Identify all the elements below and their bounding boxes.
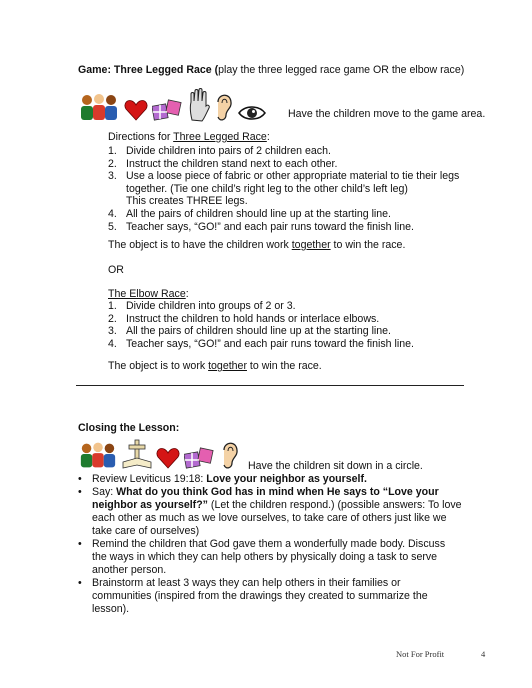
list-text: Instruct the children stand next to each other.	[126, 157, 338, 170]
closing-heading: Closing the Lesson:	[78, 422, 180, 434]
list-item	[108, 313, 488, 326]
body-text: Remind the children that God gave them a wonderfully made body. Discuss the ways in which they can help others by physically doing a task to serve another person.	[92, 538, 446, 576]
page-number: 4	[481, 649, 486, 659]
list-item	[78, 577, 462, 616]
list-item	[108, 170, 488, 183]
list-text: Teacher says, “GO!” and each pair runs toward the finish line.	[126, 337, 414, 350]
list-number: 1.	[108, 145, 117, 157]
list-item	[108, 208, 488, 221]
bullet-icon: •	[78, 486, 82, 498]
heart-icon	[156, 446, 180, 470]
list-number: 5.	[108, 220, 117, 233]
list-item	[108, 183, 488, 196]
eye-icon	[238, 104, 266, 122]
list-item	[108, 300, 488, 313]
gift-boxes-icon	[152, 96, 184, 122]
bold-text: Love your neighbor as yourself.	[206, 473, 367, 485]
list-text: This creates THREE legs.	[126, 195, 248, 208]
list-item	[108, 195, 488, 208]
list-item	[108, 145, 488, 158]
list-text: Teacher says, “GO!” and each pair runs toward the finish line.	[126, 220, 414, 233]
hand-icon	[188, 88, 210, 122]
section-divider	[76, 385, 464, 386]
ear-icon	[220, 440, 240, 470]
list-item	[78, 473, 462, 486]
list-text: together. (Tie one child’s right leg to the other child’s left leg)	[126, 182, 408, 195]
children-group-icon	[78, 440, 118, 470]
footer-label: Not For Profit	[396, 649, 445, 659]
bullet-icon: •	[78, 538, 82, 550]
list-text: All the pairs of children should line up at the starting line.	[126, 325, 391, 338]
game-icon-row	[78, 84, 266, 122]
bible-cross-icon	[122, 438, 152, 470]
list-text: Instruct the children to hold hands or interlace elbows.	[126, 312, 380, 325]
list-item	[78, 538, 462, 577]
list-number: 2.	[108, 312, 117, 325]
bullet-icon: •	[78, 473, 82, 485]
tlr-steps-list	[108, 145, 488, 233]
body-text: Say:	[92, 486, 117, 498]
list-text: Divide children into pairs of 2 children each.	[126, 145, 331, 157]
body-text: Review Leviticus 19:18:	[92, 473, 207, 485]
object-sentence-1: The object is to have the children work together to win the race.	[108, 239, 406, 251]
closing-bullet-list	[78, 473, 462, 616]
body-text: (Let the children respond.) (possible answers: To love each other as much as we love ourselves, to take care of others just like we take care of ourselves)	[92, 499, 462, 537]
list-item	[108, 158, 488, 171]
list-number: 4.	[108, 207, 117, 220]
gift-boxes-icon	[184, 444, 216, 470]
list-text: Use a loose piece of fabric or other appropriate material to tie their legs	[126, 170, 460, 183]
game-heading: Game: Three Legged Race (play the three legged race game OR the elbow race)	[78, 64, 465, 76]
list-item	[108, 221, 488, 234]
list-number: 2.	[108, 157, 117, 170]
bullet-icon: •	[78, 577, 82, 589]
children-group-icon	[78, 92, 120, 122]
elbow-steps-list	[108, 300, 488, 350]
list-item	[78, 486, 462, 538]
list-number: 3.	[108, 325, 117, 338]
list-number: 3.	[108, 170, 117, 183]
list-text: All the pairs of children should line up at the starting line.	[126, 207, 391, 220]
list-item	[108, 325, 488, 338]
body-text: Brainstorm at least 3 ways they can help others in their families or communities (inspired from the drawings they created to summarize the lesson).	[92, 577, 428, 615]
game-icon-caption: Have the children move to the game area.	[288, 108, 486, 120]
closing-icon-caption: Have the children sit down in a circle.	[248, 460, 423, 472]
elbow-race-title: The Elbow Race:	[108, 288, 189, 300]
tlr-directions-title: Directions for Three Legged Race:	[108, 131, 270, 143]
bold-text: What do you think God has in mind when He says to “Love your neighbor as yourself?”	[92, 486, 439, 511]
list-number: 4.	[108, 337, 117, 350]
list-item	[108, 338, 488, 351]
list-number: 1.	[108, 300, 117, 312]
list-text: Divide children into groups of 2 or 3.	[126, 300, 296, 312]
ear-icon	[214, 92, 234, 122]
object-sentence-2: The object is to work together to win the race.	[108, 360, 322, 372]
heart-icon	[124, 98, 148, 122]
or-separator: OR	[108, 264, 124, 276]
closing-icon-row	[78, 436, 240, 470]
